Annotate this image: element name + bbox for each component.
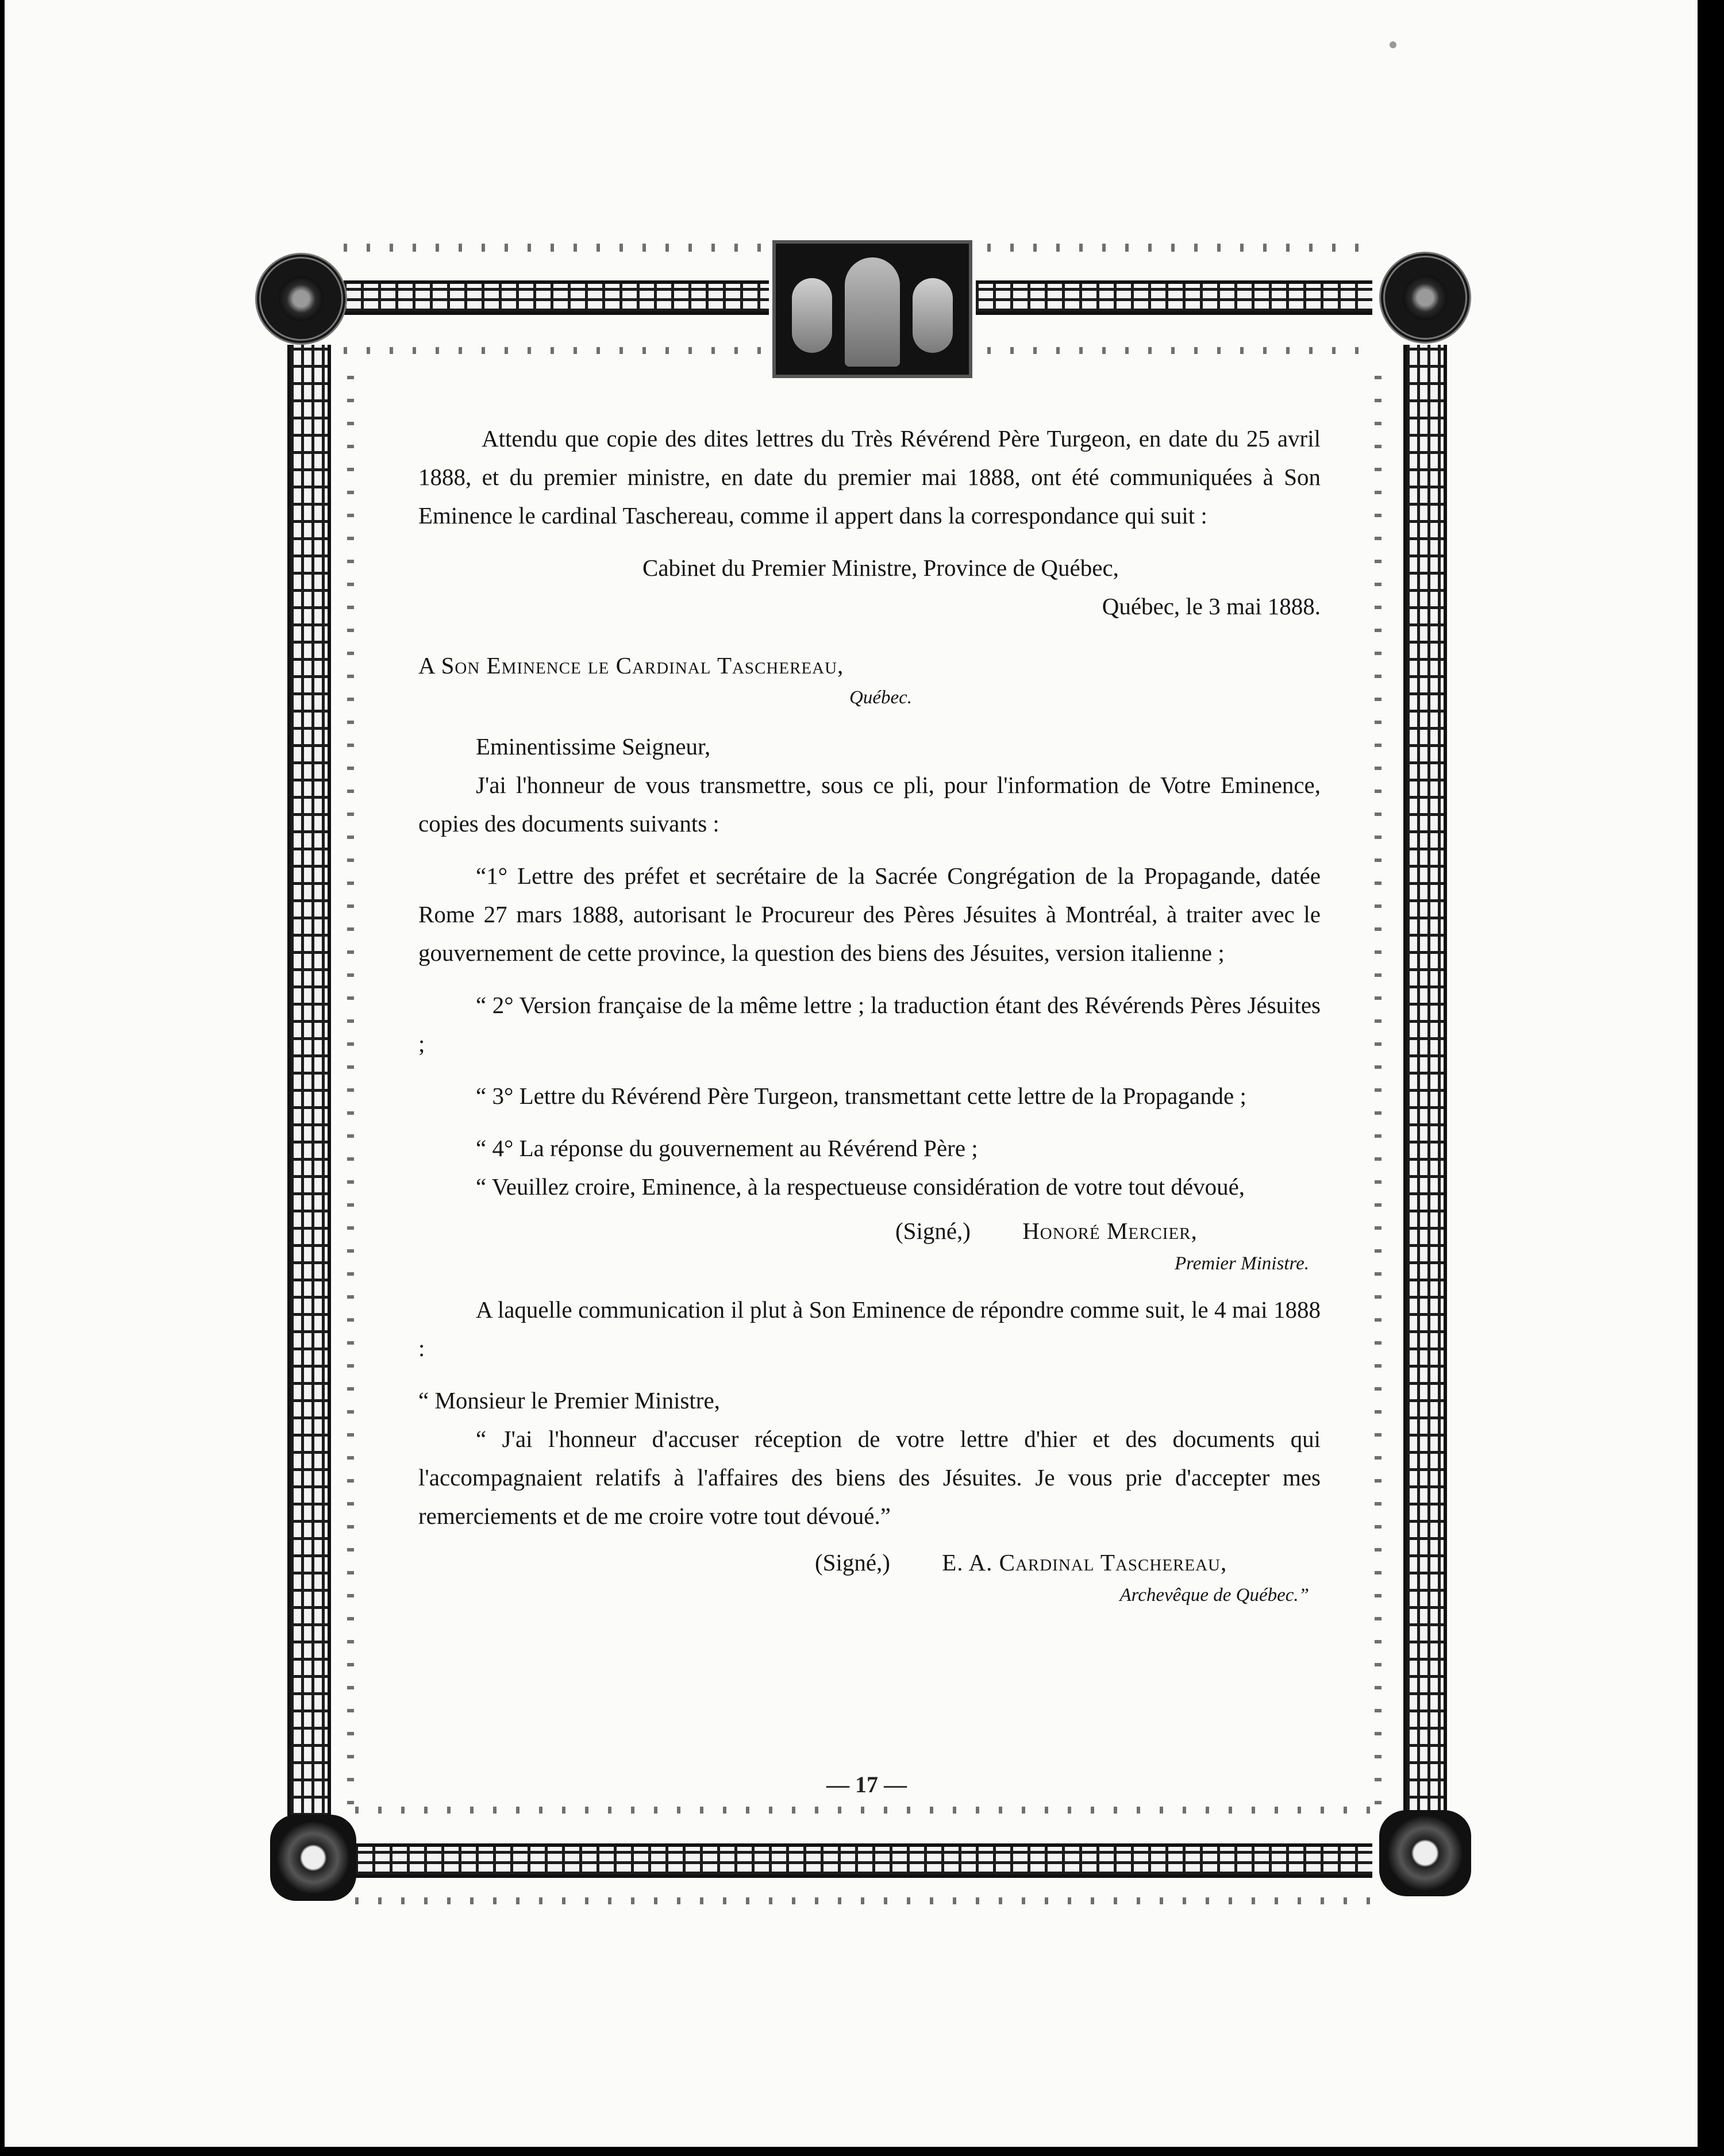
- right-dot-column: [1375, 356, 1381, 1804]
- date-line: Québec, le 3 mai 1888.: [1102, 593, 1321, 619]
- left-dot-column: [347, 356, 354, 1804]
- addressee-place: Québec.: [849, 687, 913, 708]
- list-item-1: “1° Lettre des préfet et secrétaire de la Sacrée Congrégation de la Propagande, datée Rome 27 mars 1888, autorisant le Procureur des Pères Jésuites à Montréal, à traiter avec le gouvernement de cette province, la question des biens des Jésuites, version italienne ;: [418, 863, 1321, 966]
- scan-artifact: [1390, 41, 1396, 48]
- madonna-and-angels-vignette: [772, 240, 972, 378]
- signer-title: Premier Ministre.: [1174, 1253, 1309, 1274]
- signed-label: (Signé,): [815, 1549, 890, 1576]
- top-greek-key-border-left: [344, 280, 769, 315]
- right-greek-key-border: [1403, 345, 1447, 1816]
- signer-name: E. A. Cardinal Taschereau,: [942, 1549, 1227, 1576]
- list-item-3: “ 3° Lettre du Révérend Père Turgeon, transmettant cette lettre de la Propagande ;: [476, 1083, 1246, 1109]
- bottom-dot-row-lower: [355, 1897, 1372, 1904]
- document-page: [5, 0, 1698, 2147]
- reply-body: “ J'ai l'honneur d'accuser réception de votre lettre d'hier et des documents qui l'accompagnaient relatifs à l'affaires des biens des Jésuites. Je vous prie d'accepter mes remerciements et de me croire votre tout dévoué.”: [418, 1426, 1321, 1529]
- top-greek-key-border-right: [976, 280, 1372, 315]
- signer-name: Honoré Mercier,: [1022, 1218, 1198, 1244]
- floral-medallion-icon: [255, 253, 347, 345]
- signature-line-1: [418, 1212, 1321, 1250]
- floral-medallion-icon: [1379, 252, 1471, 344]
- list-item-2: “ 2° Version française de la même lettre ; la traduction étant des Révérends Pères Jésuites ;: [418, 992, 1321, 1057]
- signed-label: (Signé,): [895, 1218, 971, 1244]
- addressee: A Son Eminence le Cardinal Taschereau,: [418, 652, 844, 679]
- left-greek-key-border: [287, 345, 331, 1816]
- signature-line-2: [418, 1543, 1321, 1582]
- closing-paragraph: “ Veuillez croire, Eminence, à la respectueuse considération de votre tout dévoué,: [476, 1173, 1245, 1200]
- signer-title: Archevêque de Québec.”: [1119, 1585, 1309, 1606]
- floral-medallion-icon: [1379, 1810, 1471, 1896]
- page-number: — 17 —: [826, 1772, 907, 1797]
- transition-paragraph: A laquelle communication il plut à Son Eminence de répondre comme suit, le 4 mai 1888 :: [418, 1296, 1321, 1361]
- bottom-greek-key-border: [355, 1843, 1372, 1878]
- floral-medallion-icon: [270, 1815, 356, 1901]
- bottom-dot-row: [355, 1807, 1372, 1814]
- body-paragraph: J'ai l'honneur de vous transmettre, sous ce pli, pour l'information de Votre Eminence, copies des documents suivants :: [418, 772, 1321, 837]
- cabinet-line: Cabinet du Premier Ministre, Province de Québec,: [642, 555, 1119, 581]
- salutation-2: “ Monsieur le Premier Ministre,: [418, 1387, 720, 1414]
- intro-paragraph: Attendu que copie des dites lettres du Très Révérend Père Turgeon, en date du 25 avril 1888, et du premier ministre, en date du premier mai 1888, ont été communiquées à Son Eminence le cardinal Taschereau, comme il appert dans la correspondance qui suit :: [418, 425, 1321, 529]
- document-text: [418, 419, 1321, 1608]
- salutation: Eminentissime Seigneur,: [476, 733, 711, 760]
- list-item-4: “ 4° La réponse du gouvernement au Révérend Père ;: [476, 1135, 978, 1161]
